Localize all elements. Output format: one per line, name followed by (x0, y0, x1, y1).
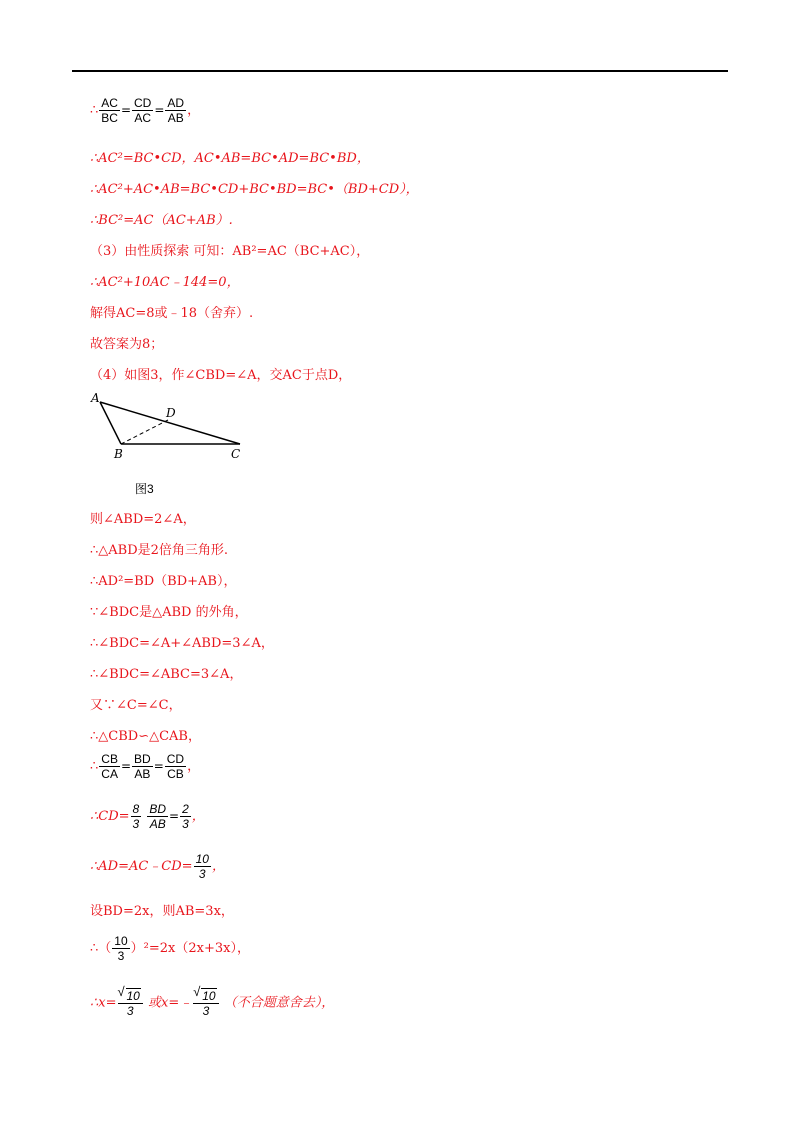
eq-line-17: ∴△CBD∽△CAB， (90, 729, 201, 744)
eq-line-12: ∴AD²=BD（BD+AB）， (90, 574, 237, 589)
edge-ab (100, 402, 121, 444)
label-b: B (114, 447, 123, 461)
fraction: $\frac{CB}{CA}$ (101, 752, 118, 781)
fraction: $\frac{BD}{AB}$ (149, 802, 167, 831)
part4-line: （4）如图3，作∠CBD=∠A，交AC于点D， (90, 368, 352, 383)
eq-line-14: ∴∠BDC=∠A+∠ABD=3∠A， (90, 636, 274, 651)
eq-line-21: 设BD=2x，则AB=3x， (90, 904, 234, 919)
fraction: $\frac{AD}{AB}$ (167, 96, 185, 125)
fraction: $\frac{8}{3}$ (132, 802, 140, 831)
header-rule (72, 70, 728, 72)
edge-bd-dashed (121, 420, 168, 444)
eq-line-6: ∴AC²+10AC﹣144=0， (90, 275, 240, 290)
fraction: $\frac{10}{3}$ (195, 852, 209, 881)
fraction: $\frac{AC}{BC}$ (101, 96, 118, 125)
eq-line-11: ∴△ABD是2倍角三角形. (90, 543, 229, 558)
figure-caption: 图3 (135, 482, 154, 496)
fraction: $\frac{10}{3}$ (114, 934, 128, 963)
eq-ratio-1: ∴ $\frac{AC}{BC}$ = $\frac{CD}{AC}$ = $\frac{AD}{AB}$ ， (90, 96, 201, 125)
fraction: $\frac{2}{3}$ (182, 802, 189, 831)
solve-line: 解得AC=8或﹣18（舍弃）. (90, 306, 254, 321)
eq-line-3: ∴AC²+AC•AB=BC•CD+BC•BD=BC•（BD+CD）， (90, 182, 419, 197)
therefore-symbol: ∴ (90, 103, 99, 118)
triangle-figure (88, 390, 258, 465)
eq-line-13: ∵∠BDC是△ABD 的外角， (90, 605, 248, 620)
fraction: $\frac{CD}{CB}$ (166, 752, 185, 781)
eq-cd-line: ∴CD= $\frac{8}{3}$ $\frac{BD}{AB}$ = $\frac{2}{3}$ ， (90, 802, 205, 831)
label-c: C (231, 447, 241, 461)
fraction: $\frac{CD}{AC}$ (134, 96, 152, 125)
eq-ad-line: ∴AD=AC﹣CD= $\frac{10}{3}$ ， (90, 852, 225, 881)
eq-ratio-2: ∴ $\frac{CB}{CA}$ = $\frac{BD}{AB}$ = $\frac{CD}{CB}$ ， (90, 752, 201, 781)
fraction: √ $\frac{10}{3}$ (193, 988, 218, 1018)
label-a: A (91, 391, 100, 405)
eq-x-line: ∴x= √ $\frac{10}{3}$ 或x=﹣ √ $\frac{10}{3}$ （不合题意舍去）， (90, 988, 334, 1018)
fraction: √ $\frac{10}{3}$ (118, 988, 143, 1018)
eq-line-15: ∴∠BDC=∠ABC=3∠A， (90, 667, 243, 682)
eq-line-4: ∴BC²=AC（AC+AB）. (90, 213, 233, 228)
eq-line-10: 则∠ABD=2∠A， (90, 512, 196, 527)
label-d: D (166, 406, 176, 420)
eq-line-2: ∴AC²=BC•CD，AC•AB=BC•AD=BC•BD， (90, 151, 370, 166)
eq-square-line: ∴（ $\frac{10}{3}$ ）²=2x（2x+3x）， (90, 934, 250, 963)
fraction: $\frac{BD}{AB}$ (134, 752, 151, 781)
answer-line: 故答案为8； (90, 337, 164, 352)
eq-line-16: 又∵∠C=∠C， (90, 698, 182, 713)
part3-line: （3）由性质探索 可知：AB²=AC（BC+AC）， (90, 244, 370, 259)
